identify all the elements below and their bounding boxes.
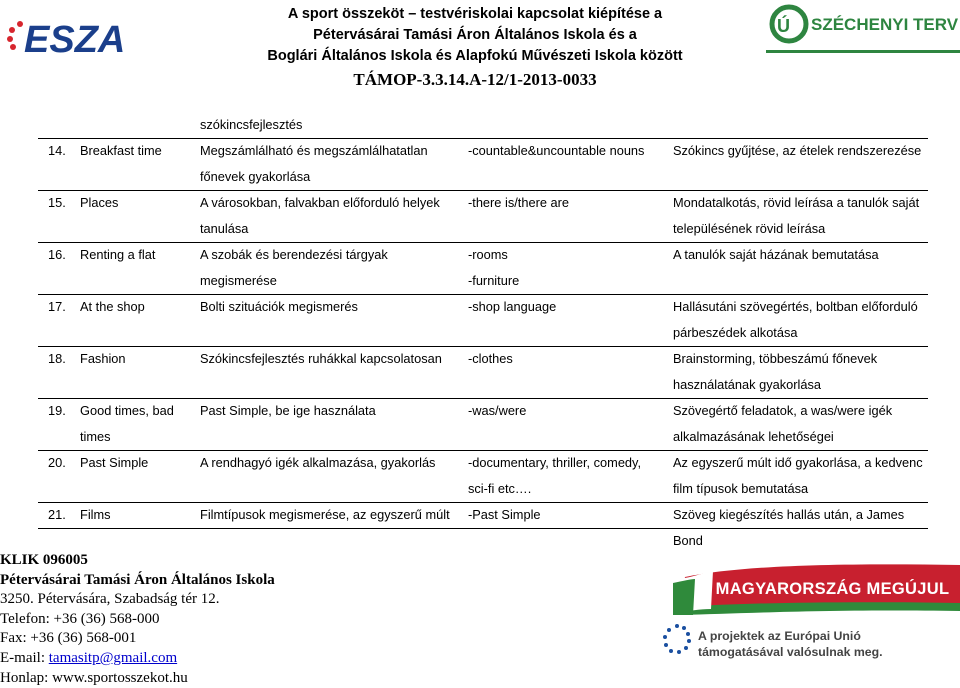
row-language-focus-line: -rooms (468, 247, 508, 262)
email-link[interactable]: tamasitp@gmail.com (48, 649, 178, 666)
row-number (48, 450, 66, 476)
school-email-line (0, 649, 275, 669)
row-language-focus-line: -furniture (468, 273, 520, 288)
school-address: 3250. Pétervására, Szabadság tér 12. (0, 591, 220, 608)
table-row (38, 294, 928, 347)
school-website: Honlap: www.sportosszekot.hu (0, 669, 188, 686)
row-language-focus (468, 502, 668, 528)
row-activity (673, 502, 928, 554)
row-goal (200, 242, 465, 294)
row-topic (80, 190, 195, 216)
row-goal-line: Bolti szituációk megismerés (200, 299, 358, 314)
row-topic (80, 502, 195, 528)
row-topic-line: times (80, 429, 111, 444)
row-activity-line: Az egyszerű múlt idő gyakorlása, a kedvenc (673, 455, 923, 470)
row-language-focus (468, 242, 668, 294)
table-row (38, 502, 928, 548)
school-phone: Telefon: +36 (36) 568-000 (0, 610, 160, 627)
eu-support-line-1: A projektek az Európai Unió (698, 629, 861, 643)
row-language-focus (468, 450, 668, 502)
row-goal (200, 450, 465, 476)
row-activity (673, 294, 928, 346)
row-activity-line: Hallásutáni szövegértés, boltban előforduló (673, 299, 918, 314)
eu-flag-icon (662, 622, 692, 656)
table-row (38, 242, 928, 295)
row-goal-line: A szobák és berendezési tárgyak (200, 247, 388, 262)
table-row (38, 346, 928, 399)
row-topic (80, 138, 195, 164)
esza-logo (0, 2, 126, 62)
row-language-focus (468, 346, 668, 372)
table-row (38, 112, 928, 139)
header-title-line-1: A sport összeköt – testvériskolai kapcsolat kiépítése a (287, 6, 663, 22)
row-activity (673, 190, 928, 242)
row-number-text: 14. (48, 143, 66, 158)
row-language-focus (468, 190, 668, 216)
header-title (250, 4, 700, 90)
school-name: Pétervásárai Tamási Áron Általános Iskola (0, 571, 275, 588)
row-language-focus-line: -countable&uncountable nouns (468, 143, 645, 158)
row-language-focus-line: -there is/there are (468, 195, 570, 210)
row-number (48, 346, 66, 372)
row-topic (80, 346, 195, 372)
row-activity-line: Szöveg kiegészítés hallás után, a James Bond (673, 507, 905, 548)
row-goal-line: Filmtípusok megismerése, az egyszerű múlt (200, 507, 450, 522)
row-topic (80, 242, 195, 268)
row-topic-line: Renting a flat (80, 247, 156, 262)
row-number (48, 242, 66, 268)
row-goal (200, 138, 465, 190)
row-goal (200, 294, 465, 320)
row-activity-line: Mondatalkotás, rövid leírása a tanulók saját (673, 195, 920, 210)
row-topic-line: Good times, bad (80, 403, 174, 418)
row-topic-line: Fashion (80, 351, 126, 366)
row-goal-line: Past Simple, be ige használata (200, 403, 376, 418)
row-number-text: 21. (48, 507, 66, 522)
row-language-focus (468, 138, 668, 164)
row-number (48, 502, 66, 528)
contact-block (0, 551, 275, 688)
row-number-text: 19. (48, 403, 66, 418)
row-activity (673, 138, 928, 164)
row-activity-line: Szövegértő feladatok, a was/were igék (673, 403, 893, 418)
banner-text: MAGYARORSZÁG MEGÚJUL (715, 580, 950, 598)
klik-code: KLIK 096005 (0, 552, 88, 568)
row-activity (673, 398, 928, 450)
row-activity-line: film típusok bemutatása (673, 481, 809, 496)
row-number (48, 190, 66, 216)
row-activity (673, 346, 928, 398)
row-goal-line: főnevek gyakorlása (200, 169, 311, 184)
row-goal-line: A városokban, falvakban előforduló helyek (200, 195, 440, 210)
row-language-focus-line: -shop language (468, 299, 557, 314)
row-goal-line: Szókincsfejlesztés ruhákkal kapcsolatosan (200, 351, 442, 366)
row-activity-line: településének rövid leírása (673, 221, 826, 236)
row-language-focus (468, 294, 668, 320)
row-language-focus-line: sci-fi etc…. (468, 481, 532, 496)
eu-support-text (698, 628, 883, 660)
row-goal (200, 502, 465, 528)
row-language-focus-line: -Past Simple (468, 507, 541, 522)
header-title-line-2: Pétervásárai Tamási Áron Általános Iskola és a (313, 27, 637, 43)
row-goal-line: megismerése (200, 273, 277, 288)
project-code: TÁMOP-3.3.14.A-12/1-2013-0033 (353, 70, 597, 89)
row-topic-line: At the shop (80, 299, 145, 314)
header-title-line-3: Boglári Általános Iskola és Alapfokú Művészeti Iskola között (267, 48, 683, 64)
esza-logo-text: ESZA (24, 19, 126, 61)
eu-support-line-2: támogatásával valósulnak meg. (698, 645, 883, 659)
row-number (48, 138, 66, 164)
row-topic (80, 398, 195, 450)
school-fax: Fax: +36 (36) 568-001 (0, 630, 137, 647)
row-number-text: 16. (48, 247, 66, 262)
row-topic-line: Places (80, 195, 119, 210)
row-activity-line: használatának gyakorlása (673, 377, 821, 392)
svg-text:Ú: Ú (777, 16, 790, 36)
row-activity (673, 450, 928, 502)
row-goal-line: szókincsfejlesztés (200, 117, 303, 132)
row-topic-line: Past Simple (80, 455, 149, 470)
row-language-focus-line: -clothes (468, 351, 513, 366)
row-goal-line: A rendhagyó igék alkalmazása, gyakorlás (200, 455, 436, 470)
table-row (38, 190, 928, 243)
row-activity-line: alkalmazásának lehetőségei (673, 429, 834, 444)
row-goal (200, 398, 465, 424)
row-topic-line: Breakfast time (80, 143, 162, 158)
row-goal-line: Megszámlálható és megszámlálhatatlan (200, 143, 428, 158)
row-language-focus (468, 398, 668, 424)
row-activity-line: Szókincs gyűjtése, az ételek rendszerezése (673, 143, 922, 158)
table-row (38, 450, 928, 503)
row-goal-line: tanulása (200, 221, 249, 236)
row-goal (200, 346, 465, 372)
row-topic-line: Films (80, 507, 111, 522)
row-goal (200, 112, 465, 138)
row-activity-line: A tanulók saját házának bemutatása (673, 247, 879, 262)
table-row (38, 398, 928, 451)
table-row (38, 138, 928, 191)
row-number-text: 17. (48, 299, 66, 314)
szechenyi-terv-logo (764, 0, 960, 66)
row-language-focus-line: -was/were (468, 403, 527, 418)
row-number-text: 15. (48, 195, 66, 210)
row-language-focus-line: -documentary, thriller, comedy, (468, 455, 642, 470)
email-label: E-mail: (0, 649, 49, 666)
row-activity (673, 242, 928, 268)
row-goal (200, 190, 465, 242)
row-activity-line: párbeszédek alkotása (673, 325, 798, 340)
row-activity-line: Brainstorming, többeszámú főnevek (673, 351, 878, 366)
row-topic (80, 294, 195, 320)
row-number-text: 20. (48, 455, 66, 470)
szechenyi-terv-text: SZÉCHENYI TERV (811, 15, 959, 34)
row-number-text: 18. (48, 351, 66, 366)
row-topic (80, 450, 195, 476)
row-number (48, 398, 66, 424)
row-number (48, 294, 66, 320)
